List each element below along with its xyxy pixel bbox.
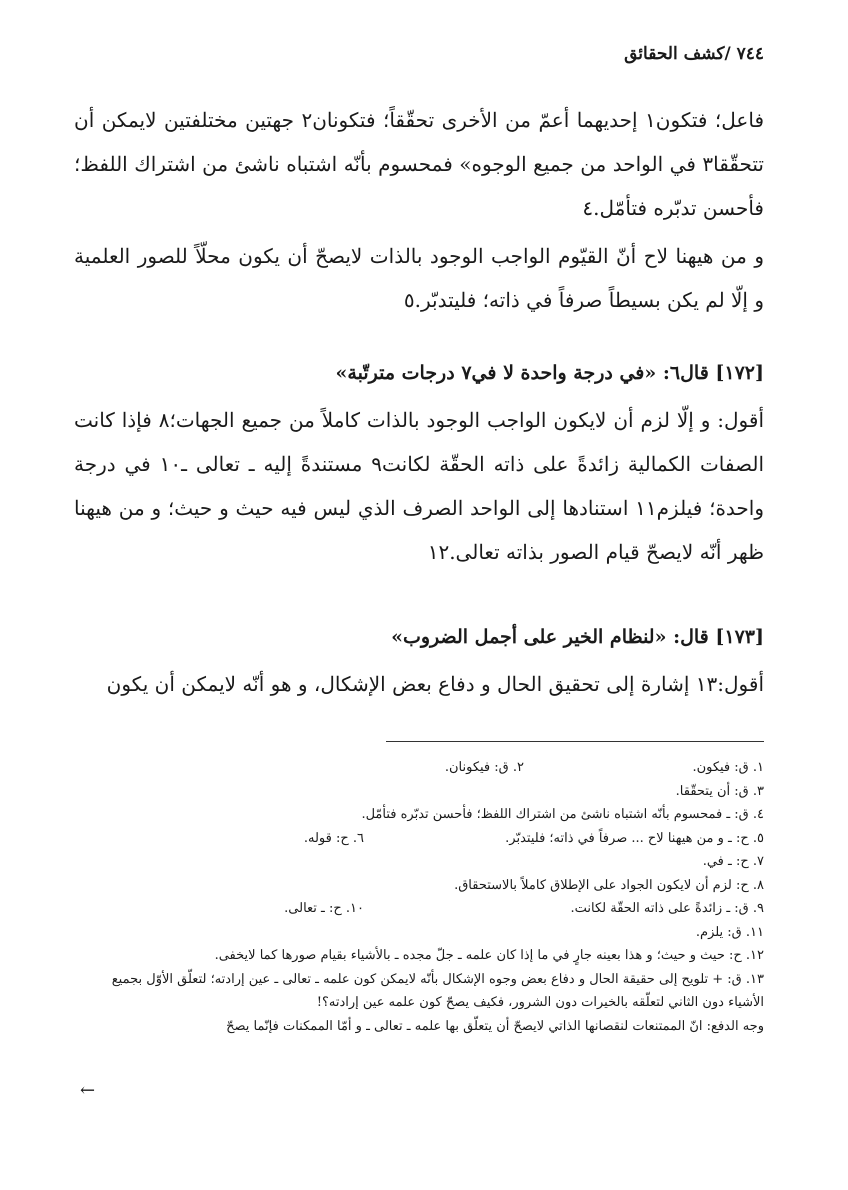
footnote-row xyxy=(74,756,764,780)
footnote-10: ١٠. ح: ـ تعالى. xyxy=(284,901,364,916)
section-172-body xyxy=(74,398,764,574)
footnote-8: ٨. ح: لزم أن لايكون الجواد على الإطلاق كاملاً بالاستحقاق. xyxy=(454,877,764,893)
paragraph-1 xyxy=(74,98,764,230)
section-172-text: أقول: و إلّا لزم أن لايكون الواجب الوجود بالذات كاملاً من جميع الجهات؛٨ فإذا كانت الصفات الكمالية زائدةً على ذاته الحقّة لكانت٩ مستندةً إليه ـ تعالى ـ١٠ في درجة واحدة؛ فيلزم١١ استنادها إلى الواحد الصرف الذي ليس فيه حيث و حيث؛ و من هيهنا ظهر أنّه لايصحّ قيام الصور بذاته تعالى.١٢ xyxy=(74,408,765,564)
footnote-1: ١. ق: فيكون. xyxy=(692,760,764,775)
footnote-11: ١١. ق: يلزم. xyxy=(695,924,764,940)
footnotes xyxy=(74,756,764,1038)
footnote-7: ٧. ح: ـ في. xyxy=(702,854,764,869)
paragraph-1-text: فاعل؛ فتكون١ إحديهما أعمّ من الأخرى تحقّقاً؛ فتكونان٢ جهتين مختلفتين لايمكن أن تتحقّقا٣ في الواحد من جميع الوجوه» فمحسوم بأنّه اشتباه ناشئ من اشتراك اللفظ؛ فأحسن تدبّره فتأمّل.٤ xyxy=(74,108,765,220)
footnote-5: ٥. ح: ـ و من هيهنا لاح ... صرفاً في ذاته؛ فليتدبّر. xyxy=(505,830,764,846)
footnote-12: ١٢. ح: حيث و حيث؛ و هذا بعينه جارٍ في ما إذا كان علمه ـ جلّ مجده ـ بالأشياء بقيام صورها كما لايخفى. xyxy=(214,948,764,963)
section-173-text: أقول:١٣ إشارة إلى تحقيق الحال و دفاع بعض الإشكال، و هو أنّه لايمكن أن يكون xyxy=(106,672,764,696)
paragraph-2-text: و من هيهنا لاح أنّ القيّوم الواجب الوجود بالذات لايصحّ أن يكون محلّاً للصور العلمية و إلّا لم يكن بسيطاً صرفاً في ذاته؛ فليتدبّر.٥ xyxy=(74,244,764,312)
footnote-13: ١٣. ق: + تلويح إلى حقيقة الحال و دفاع بعض وجوه الإشكال بأنّه لايمكن كون علمه ـ تعالى ـ عين إرادته؛ لتعلّق الأوّل بجميع الأشياء دون الثاني لتعلّقه بالخيرات دون الشرور، فكيف يصحّ كون علمه عين إرادته؟! xyxy=(111,971,764,1010)
footnote-row xyxy=(74,897,764,921)
paragraph-2 xyxy=(74,234,764,322)
footnote-6: ٦. ح: قوله. xyxy=(303,830,364,846)
footnote-2: ٢. ق: فيكونان. xyxy=(444,760,524,775)
section-172-heading: [١٧٢] قال٦: «في درجة واحدة لا في٧ درجات مترتّبة» xyxy=(335,362,764,384)
section-173-body xyxy=(74,662,764,706)
footnote-9: ٩. ق: ـ زائدةً على ذاته الحقّة لكانت. xyxy=(570,901,764,916)
running-header: ٧٤٤ /كشف الحقائق xyxy=(624,44,764,64)
footnote-4: ٤. ق: ـ فمحسوم بأنّه اشتباه ناشئ من اشتراك اللفظ؛ فأحسن تدبّره فتأمّل. xyxy=(361,807,764,822)
continuation-arrow-icon: ← xyxy=(80,1080,96,1101)
footnote-row xyxy=(74,827,764,851)
footnote-divider xyxy=(386,741,764,742)
section-173-heading: [١٧٣] قال: «لنظام الخير على أجمل الضروب» xyxy=(391,626,764,648)
footnote-3: ٣. ق: أن يتحقّقا. xyxy=(675,783,764,799)
footnote-13-continuation: وجه الدفع: انّ الممتنعات لنقصانها الذاتي لايصحّ أن يتعلّق بها علمه ـ تعالى ـ و أمّا الممكنات فإنّما يصحّ xyxy=(226,1018,764,1034)
